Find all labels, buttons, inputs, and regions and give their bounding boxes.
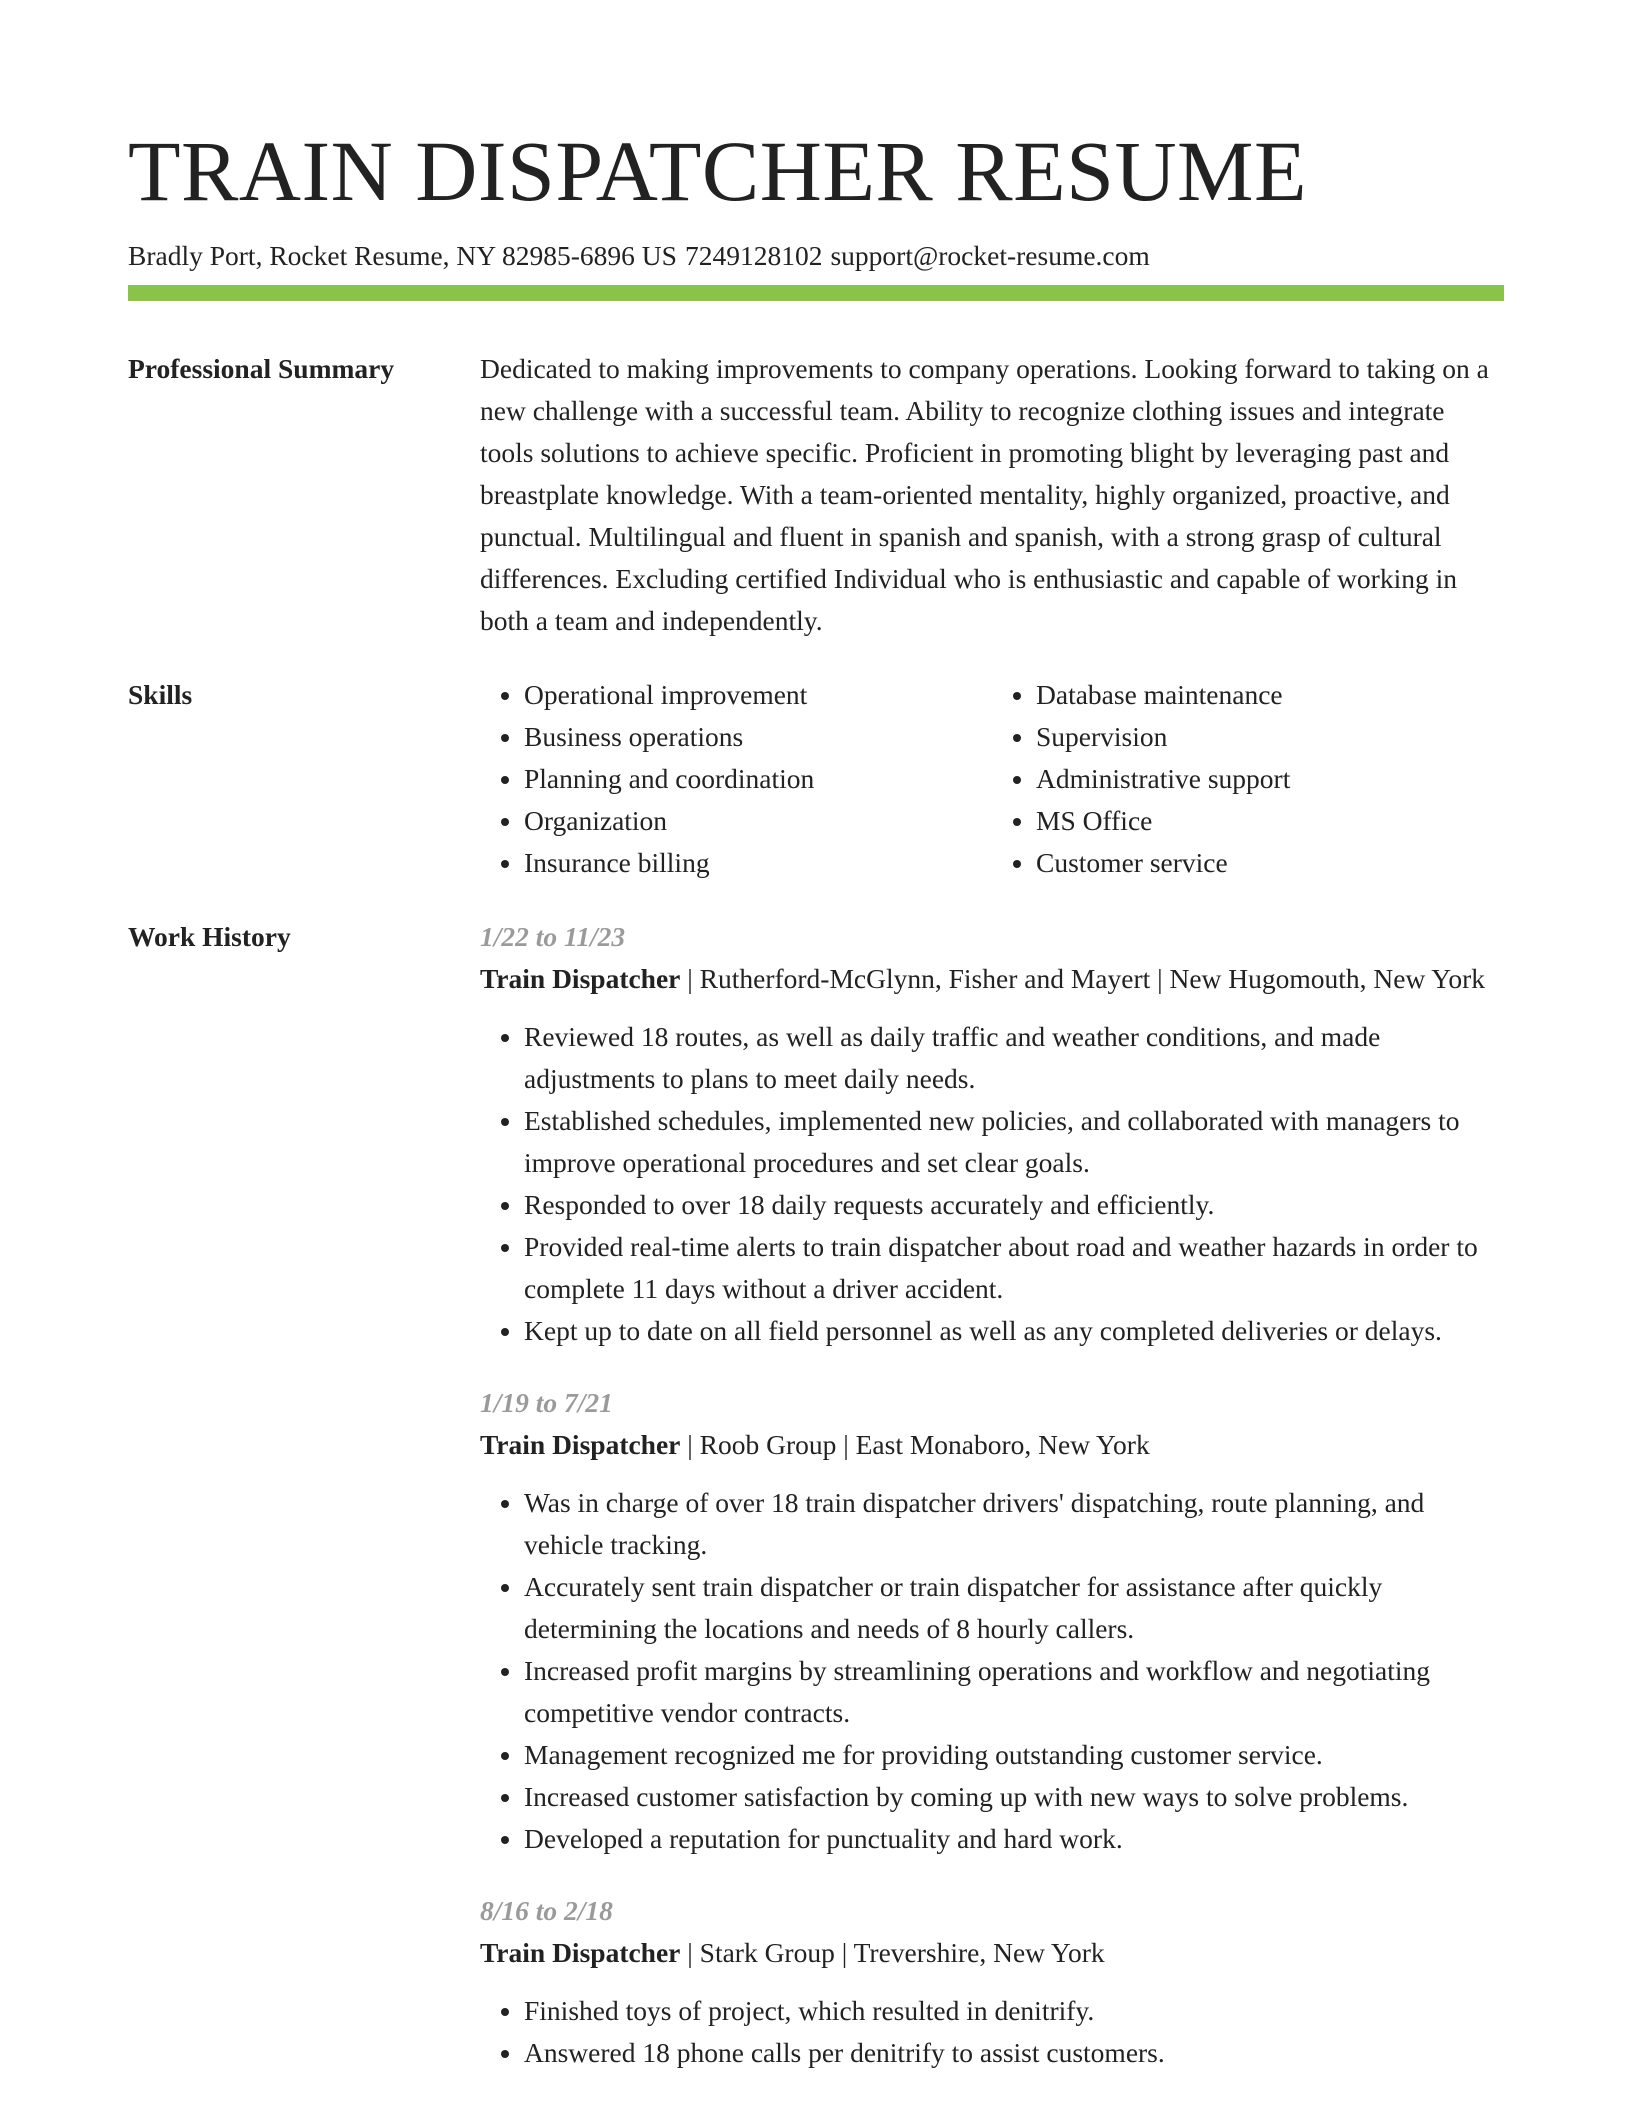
skill-item: • Organization [524,800,992,842]
job-details: | Roob Group | East Monaboro, New York [680,1429,1150,1460]
job-details: | Stark Group | Trevershire, New York [680,1937,1105,1968]
job-title: Train Dispatcher [480,963,681,994]
job-heading [480,1932,1504,1974]
skill-item: • Database maintenance [1036,674,1504,716]
job-bullet: • Responded to over 18 daily requests accurately and efficiently. [524,1184,1504,1226]
job-bullet: • Management recognized me for providing outstanding customer service. [524,1734,1504,1776]
job-heading [480,958,1504,1000]
skills-label: Skills [128,679,193,710]
skill-item: • Insurance billing [524,842,992,884]
skills-list-left [480,674,992,884]
skill-item: • Planning and coordination [524,758,992,800]
summary-content [480,348,1504,642]
job-entry [480,916,1504,1352]
job-details: | Rutherford-McGlynn, Fisher and Mayert | New Hugomouth, New York [680,963,1485,994]
work-history-label: Work History [128,921,291,952]
contact-address: Bradly Port, Rocket Resume, NY 82985-6896 US [128,240,677,271]
job-bullet: • Provided real-time alerts to train dispatcher about road and weather hazards in order to complete 11 days without a driver accident. [524,1226,1504,1310]
skill-item: • Customer service [1036,842,1504,884]
job-bullets [480,1990,1504,2074]
skill-item: • Operational improvement [524,674,992,716]
contact-line [128,238,1504,274]
summary-label: Professional Summary [128,353,395,384]
job-bullet: • Was in charge of over 18 train dispatcher drivers' dispatching, route planning, and vehicle tracking. [524,1482,1504,1566]
job-title: Train Dispatcher [480,1429,681,1460]
contact-phone: 7249128102 [684,240,823,271]
resume-header [128,112,1504,274]
job-bullet: • Finished toys of project, which resulted in denitrify. [524,1990,1504,2032]
skill-item: • Business operations [524,716,992,758]
skill-item: • MS Office [1036,800,1504,842]
page-title: TRAIN DISPATCHER RESUME [128,123,1308,219]
work-history-content [480,916,1504,2090]
job-dates: 8/16 to 2/18 [480,1895,613,1926]
job-bullets [480,1482,1504,1860]
job-title: Train Dispatcher [480,1937,681,1968]
job-bullet: • Increased customer satisfaction by coming up with new ways to solve problems. [524,1776,1504,1818]
job-bullet: • Kept up to date on all field personnel as well as any completed deliveries or delays. [524,1310,1504,1352]
job-bullet: • Established schedules, implemented new policies, and collaborated with managers to improve operational procedures and set clear goals. [524,1100,1504,1184]
job-entry [480,1382,1504,1860]
job-bullet: • Reviewed 18 routes, as well as daily traffic and weather conditions, and made adjustments to plans to meet daily needs. [524,1016,1504,1100]
contact-email: support@rocket-resume.com [830,240,1150,271]
skill-item: • Administrative support [1036,758,1504,800]
skills-content [480,674,1504,884]
job-entry [480,1890,1504,2074]
skills-list-right [992,674,1504,884]
job-bullet: • Developed a reputation for punctuality and hard work. [524,1818,1504,1860]
summary-text: Dedicated to making improvements to company operations. Looking forward to taking on a new challenge with a successful team. Ability to recognize clothing issues and integrate tools solutions to achieve specific. Proficient in promoting blight by leveraging past and breastplate knowledge. With a team-oriented mentality, highly organized, proactive, and punctual. Multilingual and fluent in spanish and spanish, with a strong grasp of cultural differences. Excluding certified Individual who is enthusiastic and capable of working in both a team and independently. [480,353,1489,636]
job-heading [480,1424,1504,1466]
job-bullets [480,1016,1504,1352]
job-dates: 1/19 to 7/21 [480,1387,613,1418]
skill-item: • Supervision [1036,716,1504,758]
job-dates: 1/22 to 11/23 [480,921,626,952]
header-divider [128,285,1504,301]
job-bullet: • Answered 18 phone calls per denitrify to assist customers. [524,2032,1504,2074]
job-bullet: • Increased profit margins by streamlining operations and workflow and negotiating competitive vendor contracts. [524,1650,1504,1734]
job-bullet: • Accurately sent train dispatcher or train dispatcher for assistance after quickly determining the locations and needs of 8 hourly callers. [524,1566,1504,1650]
